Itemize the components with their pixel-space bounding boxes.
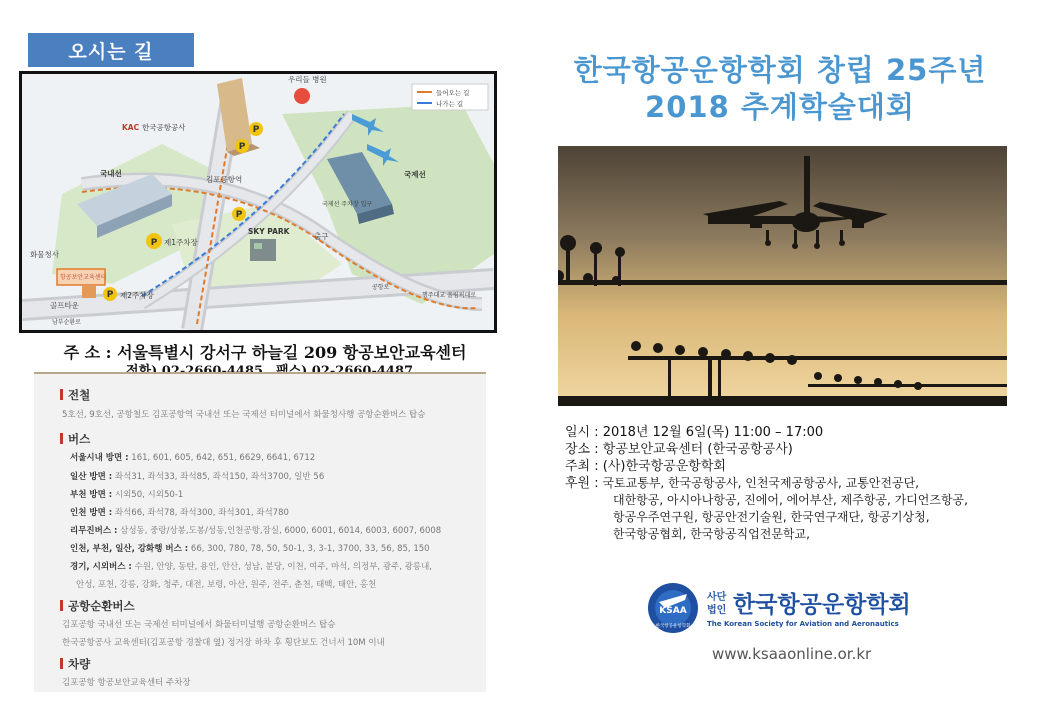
location-map [19, 71, 497, 333]
svg-text:제1주차장: 제1주차장 [164, 238, 198, 247]
bus-line: 부천 방면 : 시외50, 시외50-1 [70, 490, 184, 500]
svg-text:공항로: 공항로 [372, 284, 390, 291]
event-venue: 장소 : 항공보안교육센터 (한국공항공사) [565, 442, 793, 457]
ksaa-emblem [645, 580, 935, 640]
event-sponsors: 후원 : 국토교통부, 한국공항공사, 인천국제공항공사, 교통안전공단, [565, 476, 919, 491]
svg-text:한국항공운항학회: 한국항공운항학회 [733, 592, 911, 618]
event-host: 주최 : (사)한국항공운항학회 [565, 459, 726, 474]
svg-text:남부순환로: 남부순환로 [52, 319, 81, 326]
svg-text:P: P [235, 210, 243, 220]
bus-line: 리무진버스 : 삼성동, 중랑/상봉,도봉/성동,인천공항,잠실, 6000, 6001, 6014, 6003, 6007, 6008 [70, 526, 442, 536]
bus-line-continuation: 안성, 포천, 강릉, 강화, 청주, 대전, 보령, 아산, 원주, 전주, 춘천, 태백, 태안, 홍천 [76, 580, 377, 590]
sponsor-line: 대한항공, 아시아나항공, 진에어, 에어부산, 제주항공, 가디언즈항공, [613, 493, 968, 507]
svg-text:들어오는 길: 들어오는 길 [436, 89, 470, 97]
airplane-photo [558, 146, 1007, 406]
svg-text:법인: 법인 [707, 605, 727, 616]
svg-text:P: P [252, 125, 260, 135]
address: 주 소 : 서울특별시 강서구 하늘길 209 항공보안교육센터 [63, 343, 467, 362]
bus-line: 인천, 부천, 일산, 강화행 버스 : 66, 300, 780, 78, 50, 50-1, 3, 3-1, 3700, 33, 56, 85, 150 [70, 544, 430, 554]
svg-text:제2주차장: 제2주차장 [120, 291, 154, 300]
subway-heading: 전철 [60, 387, 90, 403]
svg-text:우리들 병원: 우리들 병원 [288, 75, 327, 84]
svg-text:P: P [150, 238, 158, 248]
svg-text:행주대교 올림픽대로: 행주대교 올림픽대로 [422, 292, 477, 299]
shuttle-info: 한국공항공사 교육센터(김포공항 경찰대 옆) 정거장 하차 후 횡단보도 건너서 10M 이내 [62, 638, 385, 648]
bus-line: 일산 방면 : 좌석31, 좌석33, 좌석85, 좌석150, 좌석3700, 일반 56 [70, 472, 325, 482]
event-subtitle: 2018 추계학술대회 [645, 90, 915, 124]
subway-info: 5호선, 9호선, 공항철도 김포공항역 국내선 또는 국제선 터미널에서 화물청사행 공항순환버스 탑승 [62, 410, 426, 420]
svg-text:골프타운: 골프타운 [50, 301, 79, 310]
svg-text:화물청사: 화물청사 [30, 250, 59, 259]
sponsor-line: 한국항공협회, 한국항공직업전문학교, [613, 527, 810, 541]
event-details [565, 424, 1035, 543]
svg-text:KSAA: KSAA [659, 606, 687, 616]
event-title: 한국항공운항학회 창립 25주년 [573, 53, 987, 87]
map-illustration [22, 74, 494, 330]
svg-text:한국항공운항학회: 한국항공운항학회 [655, 624, 691, 629]
svg-text:국제선 주차장 입구: 국제선 주차장 입구 [322, 201, 373, 208]
svg-text:국내선: 국내선 [100, 169, 122, 178]
svg-text:출구: 출구 [314, 232, 329, 241]
shuttle-info: 김포공항 국내선 또는 국제선 터미널에서 화물터미널행 공항순환버스 탑승 [62, 620, 336, 630]
svg-text:나가는 길: 나가는 길 [436, 100, 464, 108]
svg-text:사단: 사단 [707, 592, 727, 603]
ksaa-logo [645, 580, 935, 640]
svg-text:김포공항역: 김포공항역 [206, 175, 243, 184]
airplane-landing-image [558, 146, 1007, 406]
svg-text:P: P [238, 142, 246, 152]
car-info: 김포공항 항공보안교육센터 주차장 [62, 678, 191, 688]
bus-line: 경기, 시외버스 : 수원, 안양, 동탄, 용인, 안산, 성남, 분당, 이천, 여주, 마석, 의정부, 광주, 광릉내, [70, 562, 432, 572]
website-url[interactable]: www.ksaaonline.or.kr [712, 645, 872, 663]
svg-text:P: P [106, 290, 114, 300]
svg-text:KAC: KAC [122, 123, 140, 132]
bus-line: 인천 방면 : 좌석66, 좌석78, 좌석300, 좌석301, 좌석780 [70, 508, 289, 518]
svg-text:항공보안교육센터: 항공보안교육센터 [60, 274, 107, 281]
directions-banner: 오시는 길 [28, 33, 194, 67]
svg-text:한국공항공사: 한국공항공사 [142, 123, 186, 132]
transit-directions-panel [34, 372, 486, 692]
bus-heading: 버스 [60, 431, 90, 447]
bus-line: 서울시내 방면 : 161, 601, 605, 642, 651, 6629, 6641, 6712 [70, 453, 316, 463]
event-datetime: 일시 : 2018년 12월 6일(목) 11:00 – 17:00 [565, 425, 824, 440]
shuttle-heading: 공항순환버스 [60, 598, 135, 614]
car-heading: 차량 [60, 656, 90, 672]
sponsor-line: 항공우주연구원, 항공안전기술원, 한국연구재단, 항공기상청, [613, 510, 930, 524]
svg-text:SKY PARK: SKY PARK [248, 227, 290, 236]
svg-text:국제선: 국제선 [404, 170, 426, 179]
svg-text:The Korean Society for Aviatio: The Korean Society for Aviation and Aeronautics [707, 620, 899, 628]
